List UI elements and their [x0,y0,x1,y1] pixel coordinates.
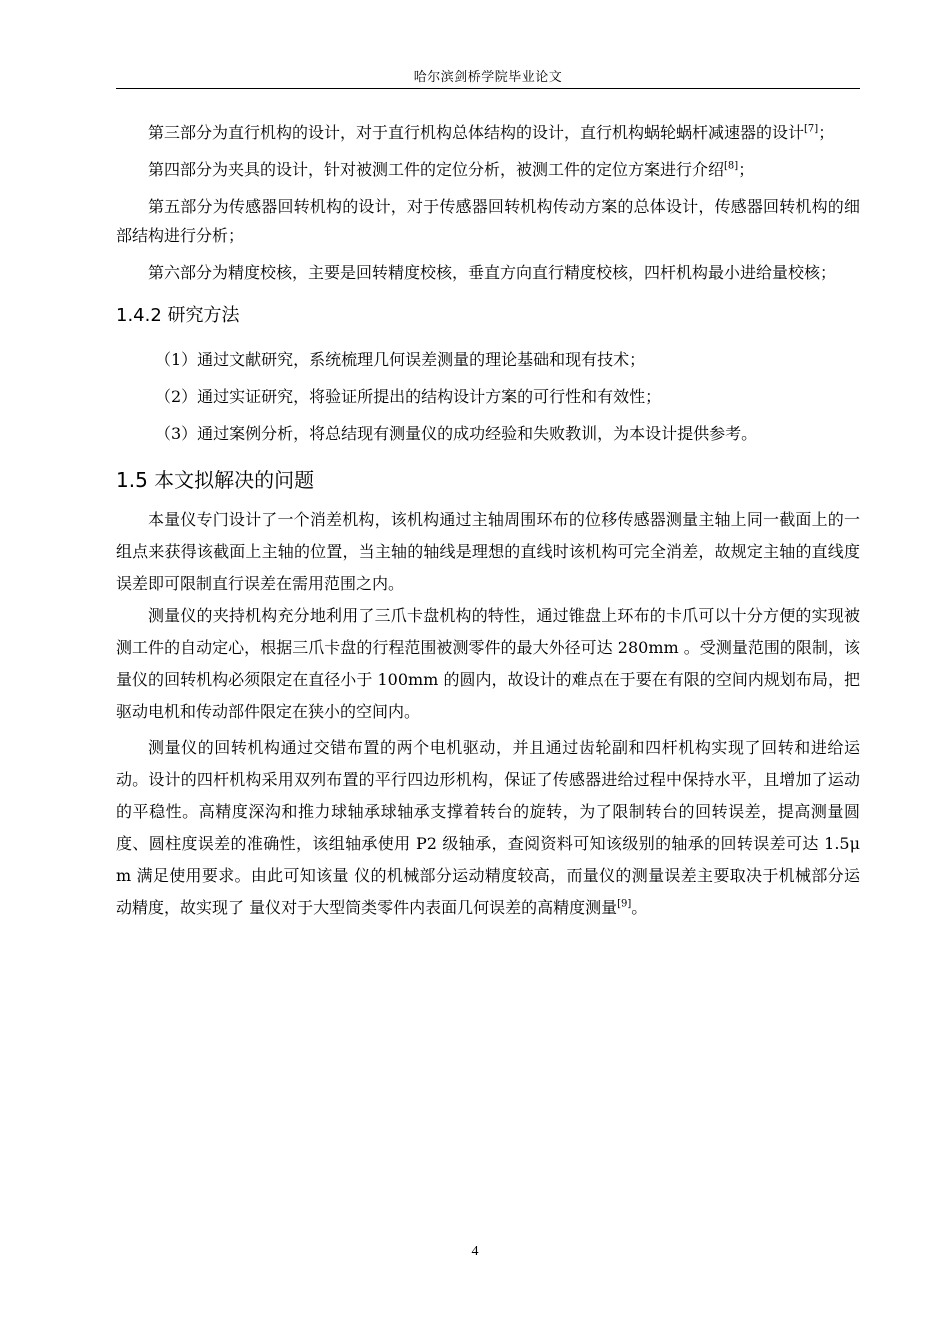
paragraph-part-five: 第五部分为传感器回转机构的设计，对于传感器回转机构传动方案的总体设计，传感器回转机构的细部结构进行分析； [116,197,860,245]
paragraph-end: ； [738,160,755,179]
page-body [116,118,860,924]
citation-ref: [7] [804,123,819,135]
header-divider [116,88,860,89]
running-header: 哈尔滨剑桥学院毕业论文 [413,70,563,85]
citation-ref: [8] [724,160,739,172]
paragraph-compensation-mechanism: 本量仪专门设计了一个消差机构，该机构通过主轴周围环布的位移传感器测量主轴上同一截面上的一组点来获得该截面上主轴的位置，当主轴的轴线是理想的直线时该机构可完全消差，故规定主轴的直线度误差即可限制直行误差在需用范围之内。 [116,510,860,593]
paragraph-clamping-mechanism: 测量仪的夹持机构充分地利用了三爪卡盘机构的特性，通过锥盘上环布的卡爪可以十分方便的实现被测工件的自动定心，根据三爪卡盘的行程范围被测零件的最大外径可达 280mm 。受测量范围的限制，该量仪的回转机构必须限定在直径小于 100mm 的圆内，故设计的难点在于要在有限的空间内规划布局，把驱动电机和传动部件限定在狭小的空间内。 [116,606,860,721]
paragraph-text: 第三部分为直行机构的设计，对于直行机构总体结构的设计，直行机构蜗轮蜗杆减速器的设计 [148,123,805,142]
paragraph-end: ； [818,123,835,142]
paragraph-part-six: 第六部分为精度校核，主要是回转精度校核，垂直方向直行精度校核，四杆机构最小进给量校核； [148,263,837,282]
page-number: 4 [471,1244,479,1259]
section-heading-research-methods: 1.4.2 研究方法 [116,305,240,326]
paragraph-end: 。 [631,898,648,917]
section-heading-problems: 1.5 本文拟解决的问题 [116,468,315,492]
paragraph-part-three [116,118,860,147]
list-item: （3）通过案例分析，将总结现有测量仪的成功经验和失败教训，为本设计提供参考。 [155,424,758,443]
citation-ref: [9] [617,898,632,910]
list-item: （1）通过文献研究，系统梳理几何误差测量的理论基础和现有技术； [155,350,646,369]
paragraph-text: 第四部分为夹具的设计，针对被测工件的定位分析，被测工件的定位方案进行介绍 [148,160,725,179]
list-item: （2）通过实证研究，将验证所提出的结构设计方案的可行性和有效性； [155,387,662,406]
paragraph-part-four [116,155,860,184]
paragraph-text: 测量仪的回转机构通过交错布置的两个电机驱动，并且通过齿轮副和四杆机构实现了回转和进给运动。设计的四杆机构采用双列布置的平行四边形机构，保证了传感器进给过程中保持水平，且增加了运动的平稳性。高精度深沟和推力球轴承球轴承支撑着转台的旋转，为了限制转台的回转误差，提高测量圆度、圆柱度误差的准确性，该组轴承使用 P2 级轴承，查阅资料可知该级别的轴承的回转误差可达 1.5μ m 满足使用要求。由此可知该量 仪的机械部分运动精度较高，而量仪的测量误差主要取决于机械部分运动精度，故实现了 量仪对于大型筒类零件内表面几何误差的高精度测量 [116,738,860,917]
paragraph-rotary-mechanism [116,732,860,924]
